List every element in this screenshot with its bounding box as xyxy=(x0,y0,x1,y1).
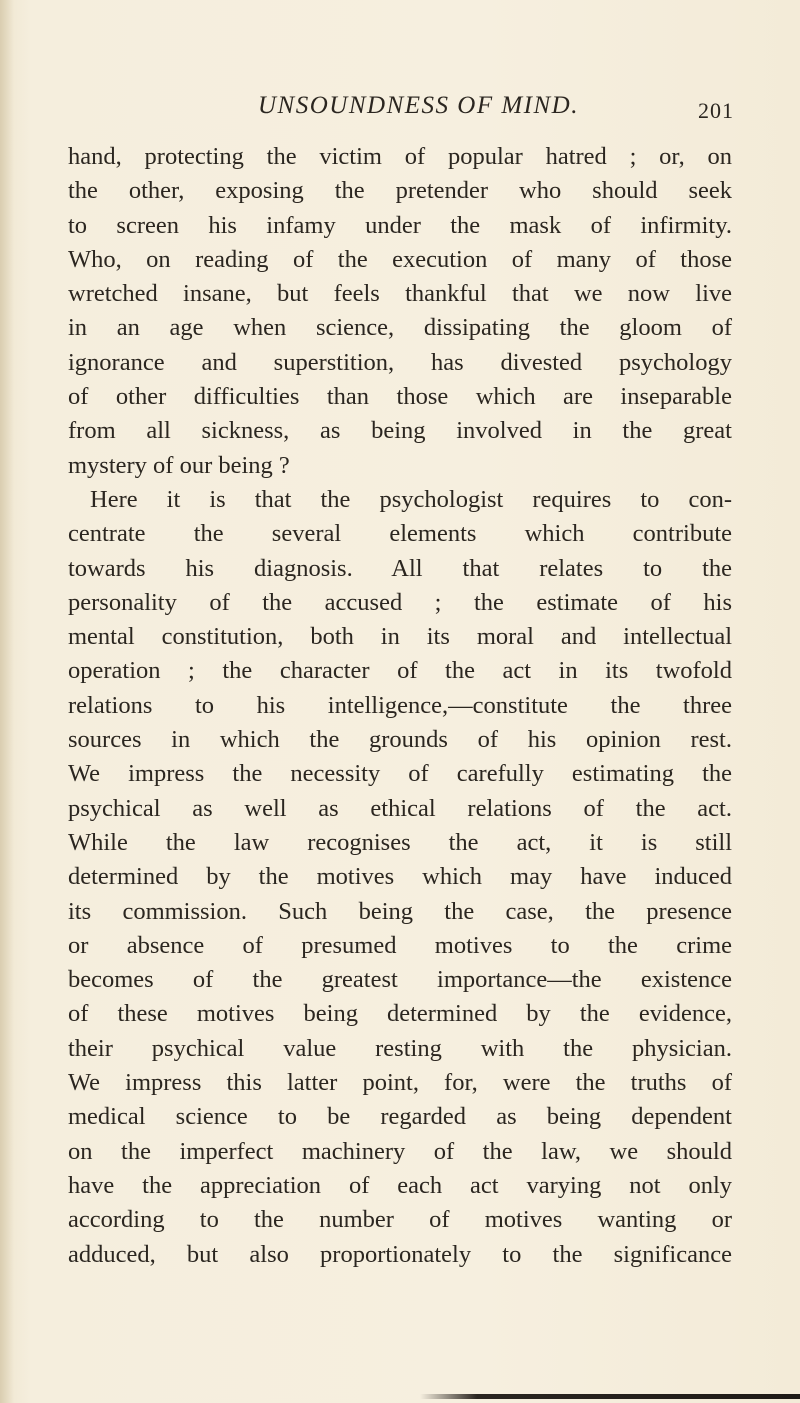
text-line: Who, on reading of the execution of many of those xyxy=(68,245,732,273)
text-line: or absence of presumed motives to the crime xyxy=(68,931,732,959)
text-line: becomes of the greatest importance—the existence xyxy=(68,966,732,994)
text-line: its commission. Such being the case, the presence xyxy=(68,897,732,925)
text-line: of other difficulties than those which are inseparable xyxy=(68,383,732,411)
text-line: the other, exposing the pretender who should seek xyxy=(68,177,732,205)
spine-shadow xyxy=(0,0,14,1403)
text-line: adduced, but also proportionately to the significance xyxy=(68,1240,732,1268)
text-line: to screen his infamy under the mask of infirmity. xyxy=(68,211,732,239)
text-line: While the law recognises the act, it is still xyxy=(68,828,732,856)
text-line: relations to his intelligence,—constitute the three xyxy=(68,691,732,719)
text-line: in an age when science, dissipating the gloom of xyxy=(68,314,732,342)
text-line: mental constitution, both in its moral and intellectual xyxy=(68,623,732,651)
text-line: operation ; the character of the act in its twofold xyxy=(68,657,732,685)
text-line: determined by the motives which may have induced xyxy=(68,863,732,891)
text-line: centrate the several elements which contribute xyxy=(68,520,732,548)
paragraph-end-line: mystery of our being ? xyxy=(68,451,290,479)
text-line: of these motives being determined by the evidence, xyxy=(68,1000,732,1028)
text-line: medical science to be regarded as being dependent xyxy=(68,1103,732,1131)
text-line: their psychical value resting with the physician. xyxy=(68,1034,732,1062)
text-line: according to the number of motives wanting or xyxy=(68,1206,732,1234)
text-line: hand, protecting the victim of popular hatred ; or, on xyxy=(68,143,732,170)
text-line: wretched insane, but feels thankful that we now live xyxy=(68,280,732,308)
running-title: UNSOUNDNESS OF MIND. xyxy=(258,92,579,119)
text-line: have the appreciation of each act varying not only xyxy=(68,1171,732,1199)
text-line: We impress this latter point, for, were the truths of xyxy=(68,1069,732,1097)
text-line: on the imperfect machinery of the law, we should xyxy=(68,1137,732,1165)
text-line: from all sickness, as being involved in the great xyxy=(68,417,732,445)
page-number: 201 xyxy=(698,98,734,123)
text-line: sources in which the grounds of his opinion rest. xyxy=(68,726,732,754)
body-text xyxy=(68,140,732,1272)
text-line: personality of the accused ; the estimate of his xyxy=(68,588,732,616)
running-head xyxy=(0,92,800,132)
page-edge-shadow xyxy=(420,1394,800,1399)
text-line: ignorance and superstition, has divested psychology xyxy=(68,348,732,376)
text-line: towards his diagnosis. All that relates to the xyxy=(68,554,732,582)
text-line: We impress the necessity of carefully estimating the xyxy=(68,760,732,788)
paragraph-start-line: Here it is that the psychologist requires to con- xyxy=(90,485,732,513)
text-line: psychical as well as ethical relations of the act. xyxy=(68,794,732,822)
